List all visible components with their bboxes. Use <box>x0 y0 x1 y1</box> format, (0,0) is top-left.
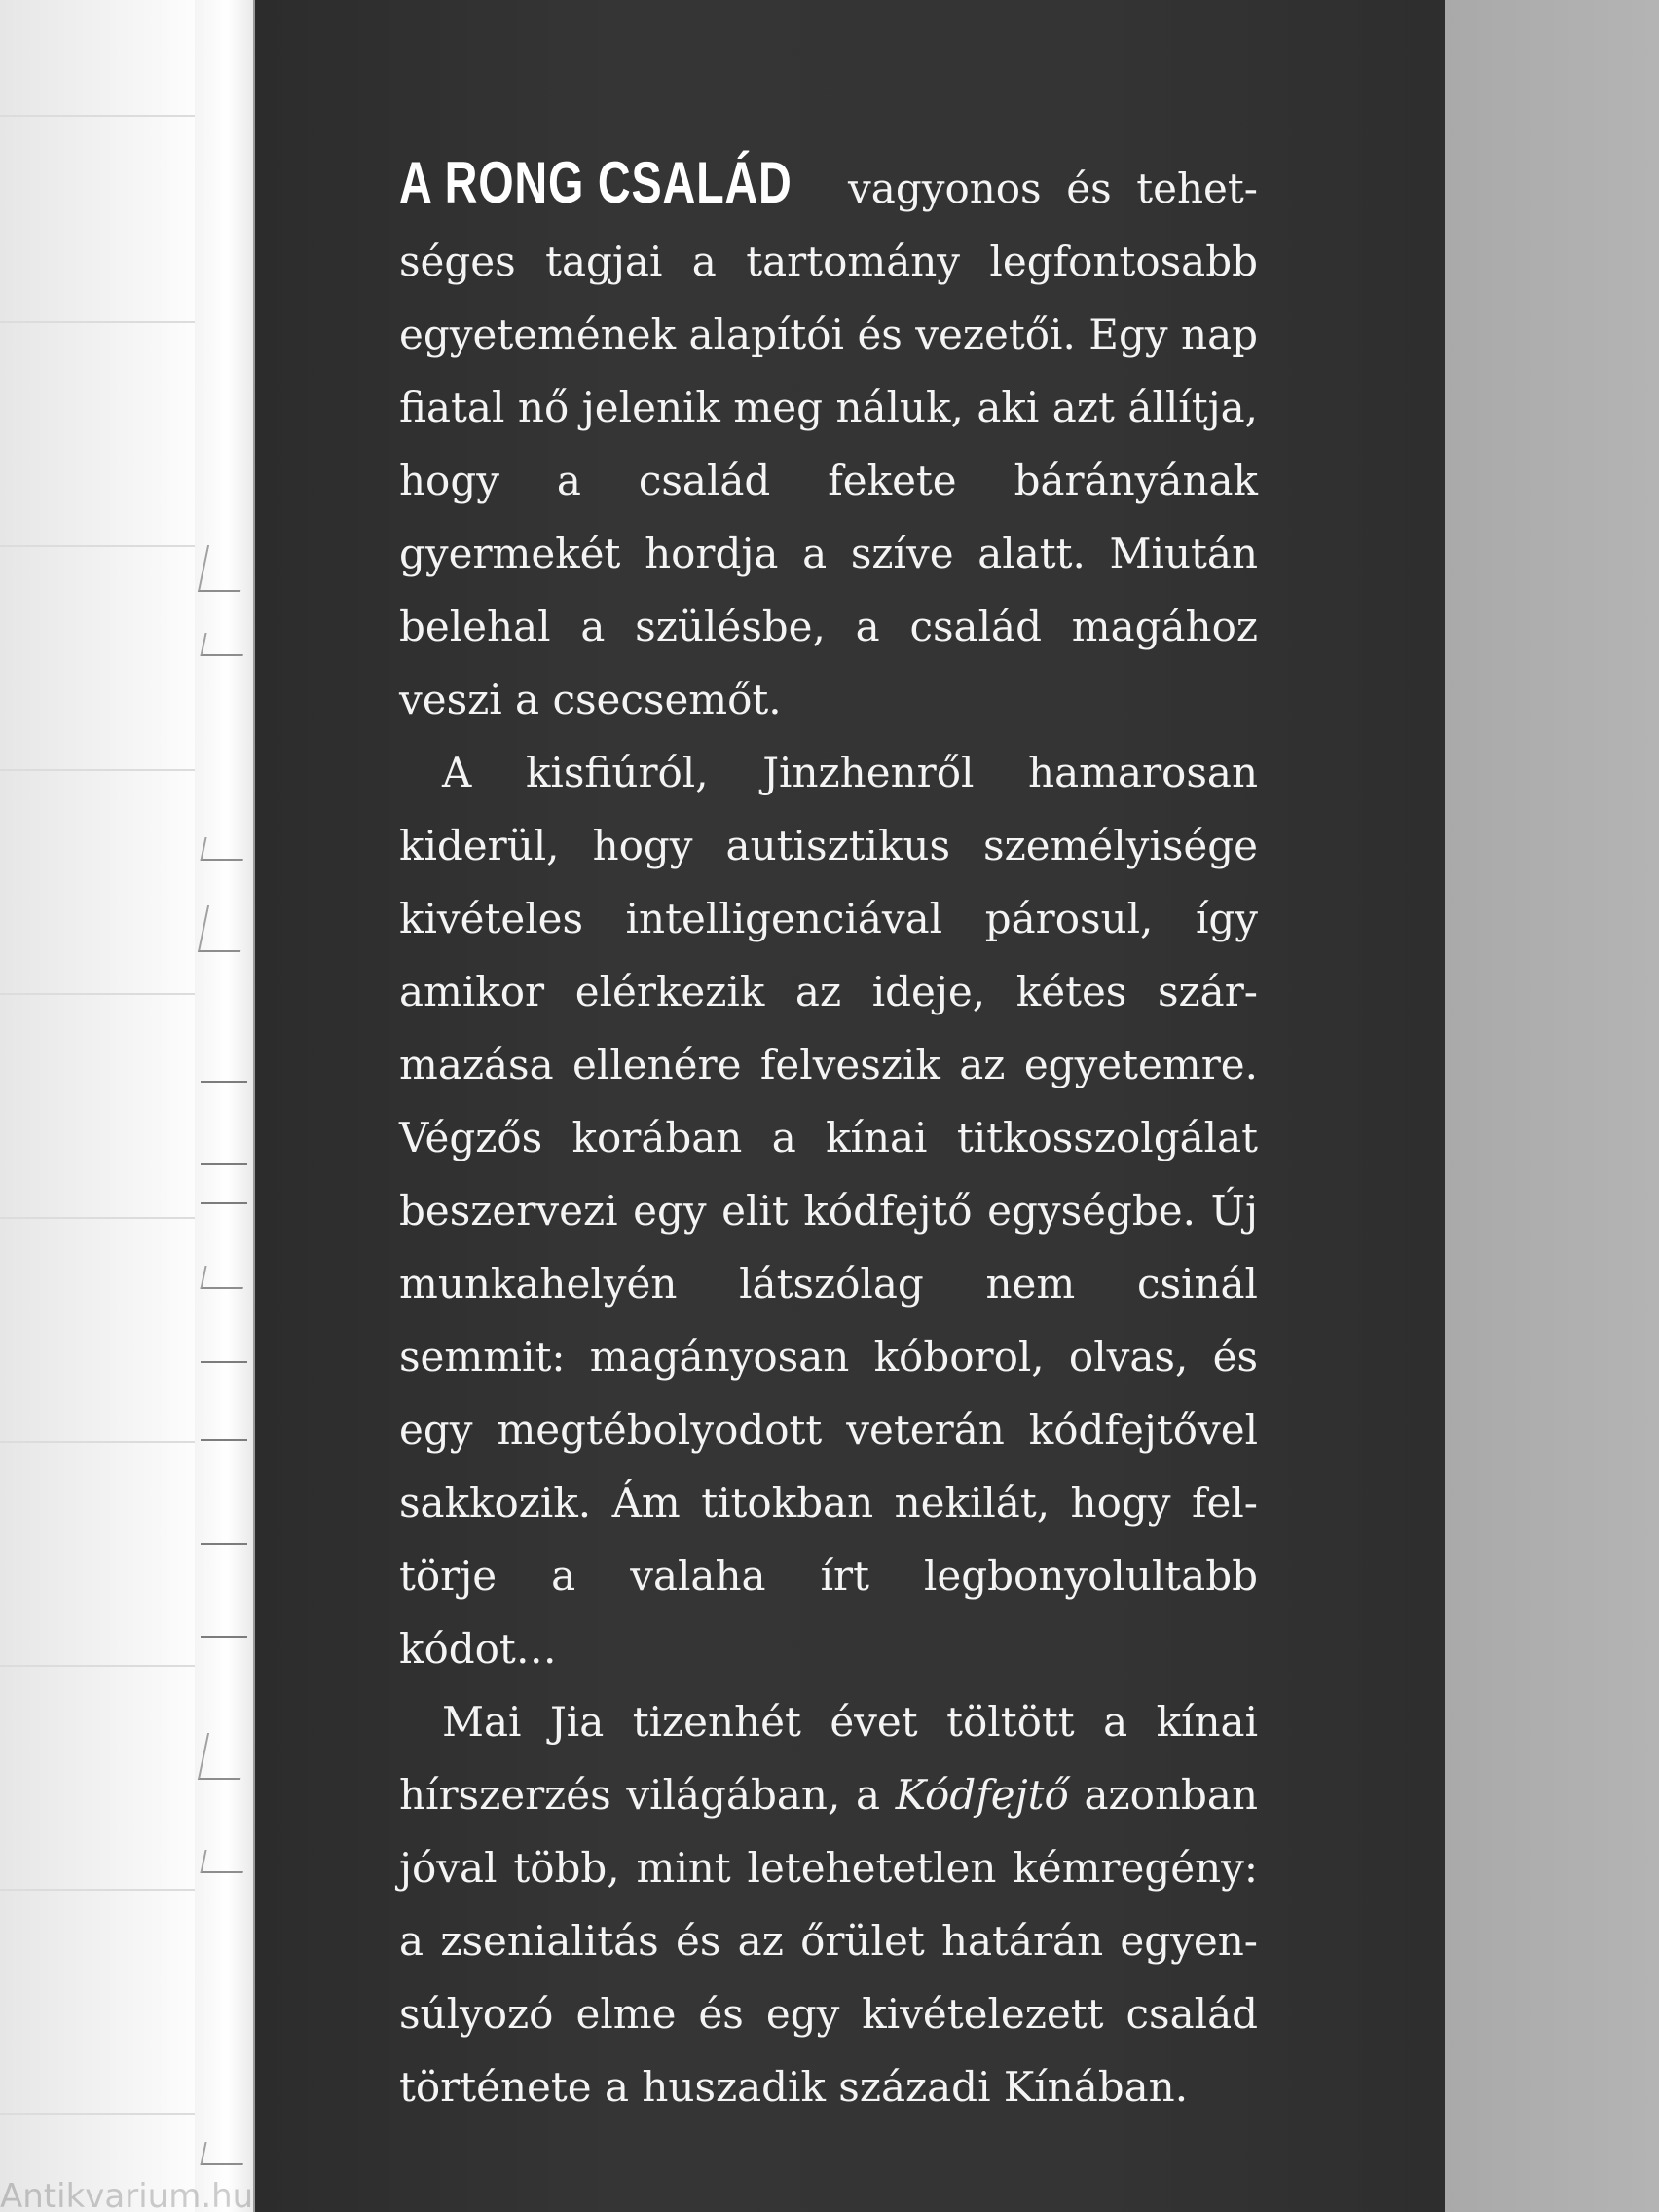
page-margin-with-handwritten-notes <box>195 0 255 2212</box>
handwritten-mark <box>200 2142 247 2165</box>
handwritten-mark <box>198 905 250 952</box>
family-name-heading: A RONG CSALÁD <box>399 150 793 215</box>
handwritten-mark <box>200 1266 247 1289</box>
blurb-paragraph <box>399 146 1258 736</box>
handwritten-mark <box>200 837 247 861</box>
underlying-book-page <box>0 0 214 2212</box>
blurb-paragraph-text: azonban jóval több, mint letehetetlen kémregény: a zsenialitás és az őrület határán egyensúlyozó elme és egy kivételezett család története a huszadik századi Kínában. <box>399 1771 1258 2111</box>
margin-tick <box>201 1081 247 1083</box>
handwritten-mark <box>200 633 247 656</box>
book-blurb <box>399 146 1258 2123</box>
blurb-paragraph: A kisfiúról, Jinzhenről hamarosan kiderül, hogy autisztikus személyisége kivételes intelligenciával párosul, így amikor elérkezik az ideje, kétes származása ellenére felveszik az egyetemre. Végzős korában a kínai titkosszolgálat beszervezi egy elit kódfejtő egységbe. Új munkahelyén látszólag nem csinál semmit: magányosan kóborol, olvas, és egy megtébolyodott veterán kódfejtővel sakkozik. Ám titokban nekilát, hogy feltörje a valaha írt legbonyolultabb kódot… <box>399 749 1258 1673</box>
margin-tick <box>201 1163 247 1165</box>
margin-tick <box>201 1543 247 1545</box>
margin-tick <box>201 1202 247 1204</box>
handwritten-mark <box>198 545 250 592</box>
blurb-paragraph <box>399 1685 1258 2123</box>
book-title: Kódfejtő <box>895 1771 1069 1819</box>
background-surface <box>1445 0 1659 2212</box>
handwritten-mark <box>200 1850 247 1873</box>
blurb-paragraph-text: vagyonos és tehetséges tagjai a tartomány legfontosabb egyetemének alapítói és vezetői. Egy nap fiatal nő jelenik meg náluk, aki azt állítja, hogy a család fekete bárányának gyermekét hordja a szíve alatt. Miután belehal a szülésbe, a család magához veszi a csecsemőt. <box>399 165 1258 723</box>
watermark: Antikvarium.hu <box>0 2177 254 2212</box>
blurb-paragraph-text: Mai Jia tizenhét évet töltött a kínai hírszerzés világában, a <box>399 1698 1258 1819</box>
handwritten-mark <box>198 1733 250 1780</box>
margin-tick <box>201 1636 247 1638</box>
margin-tick <box>201 1361 247 1363</box>
margin-tick <box>201 1439 247 1441</box>
